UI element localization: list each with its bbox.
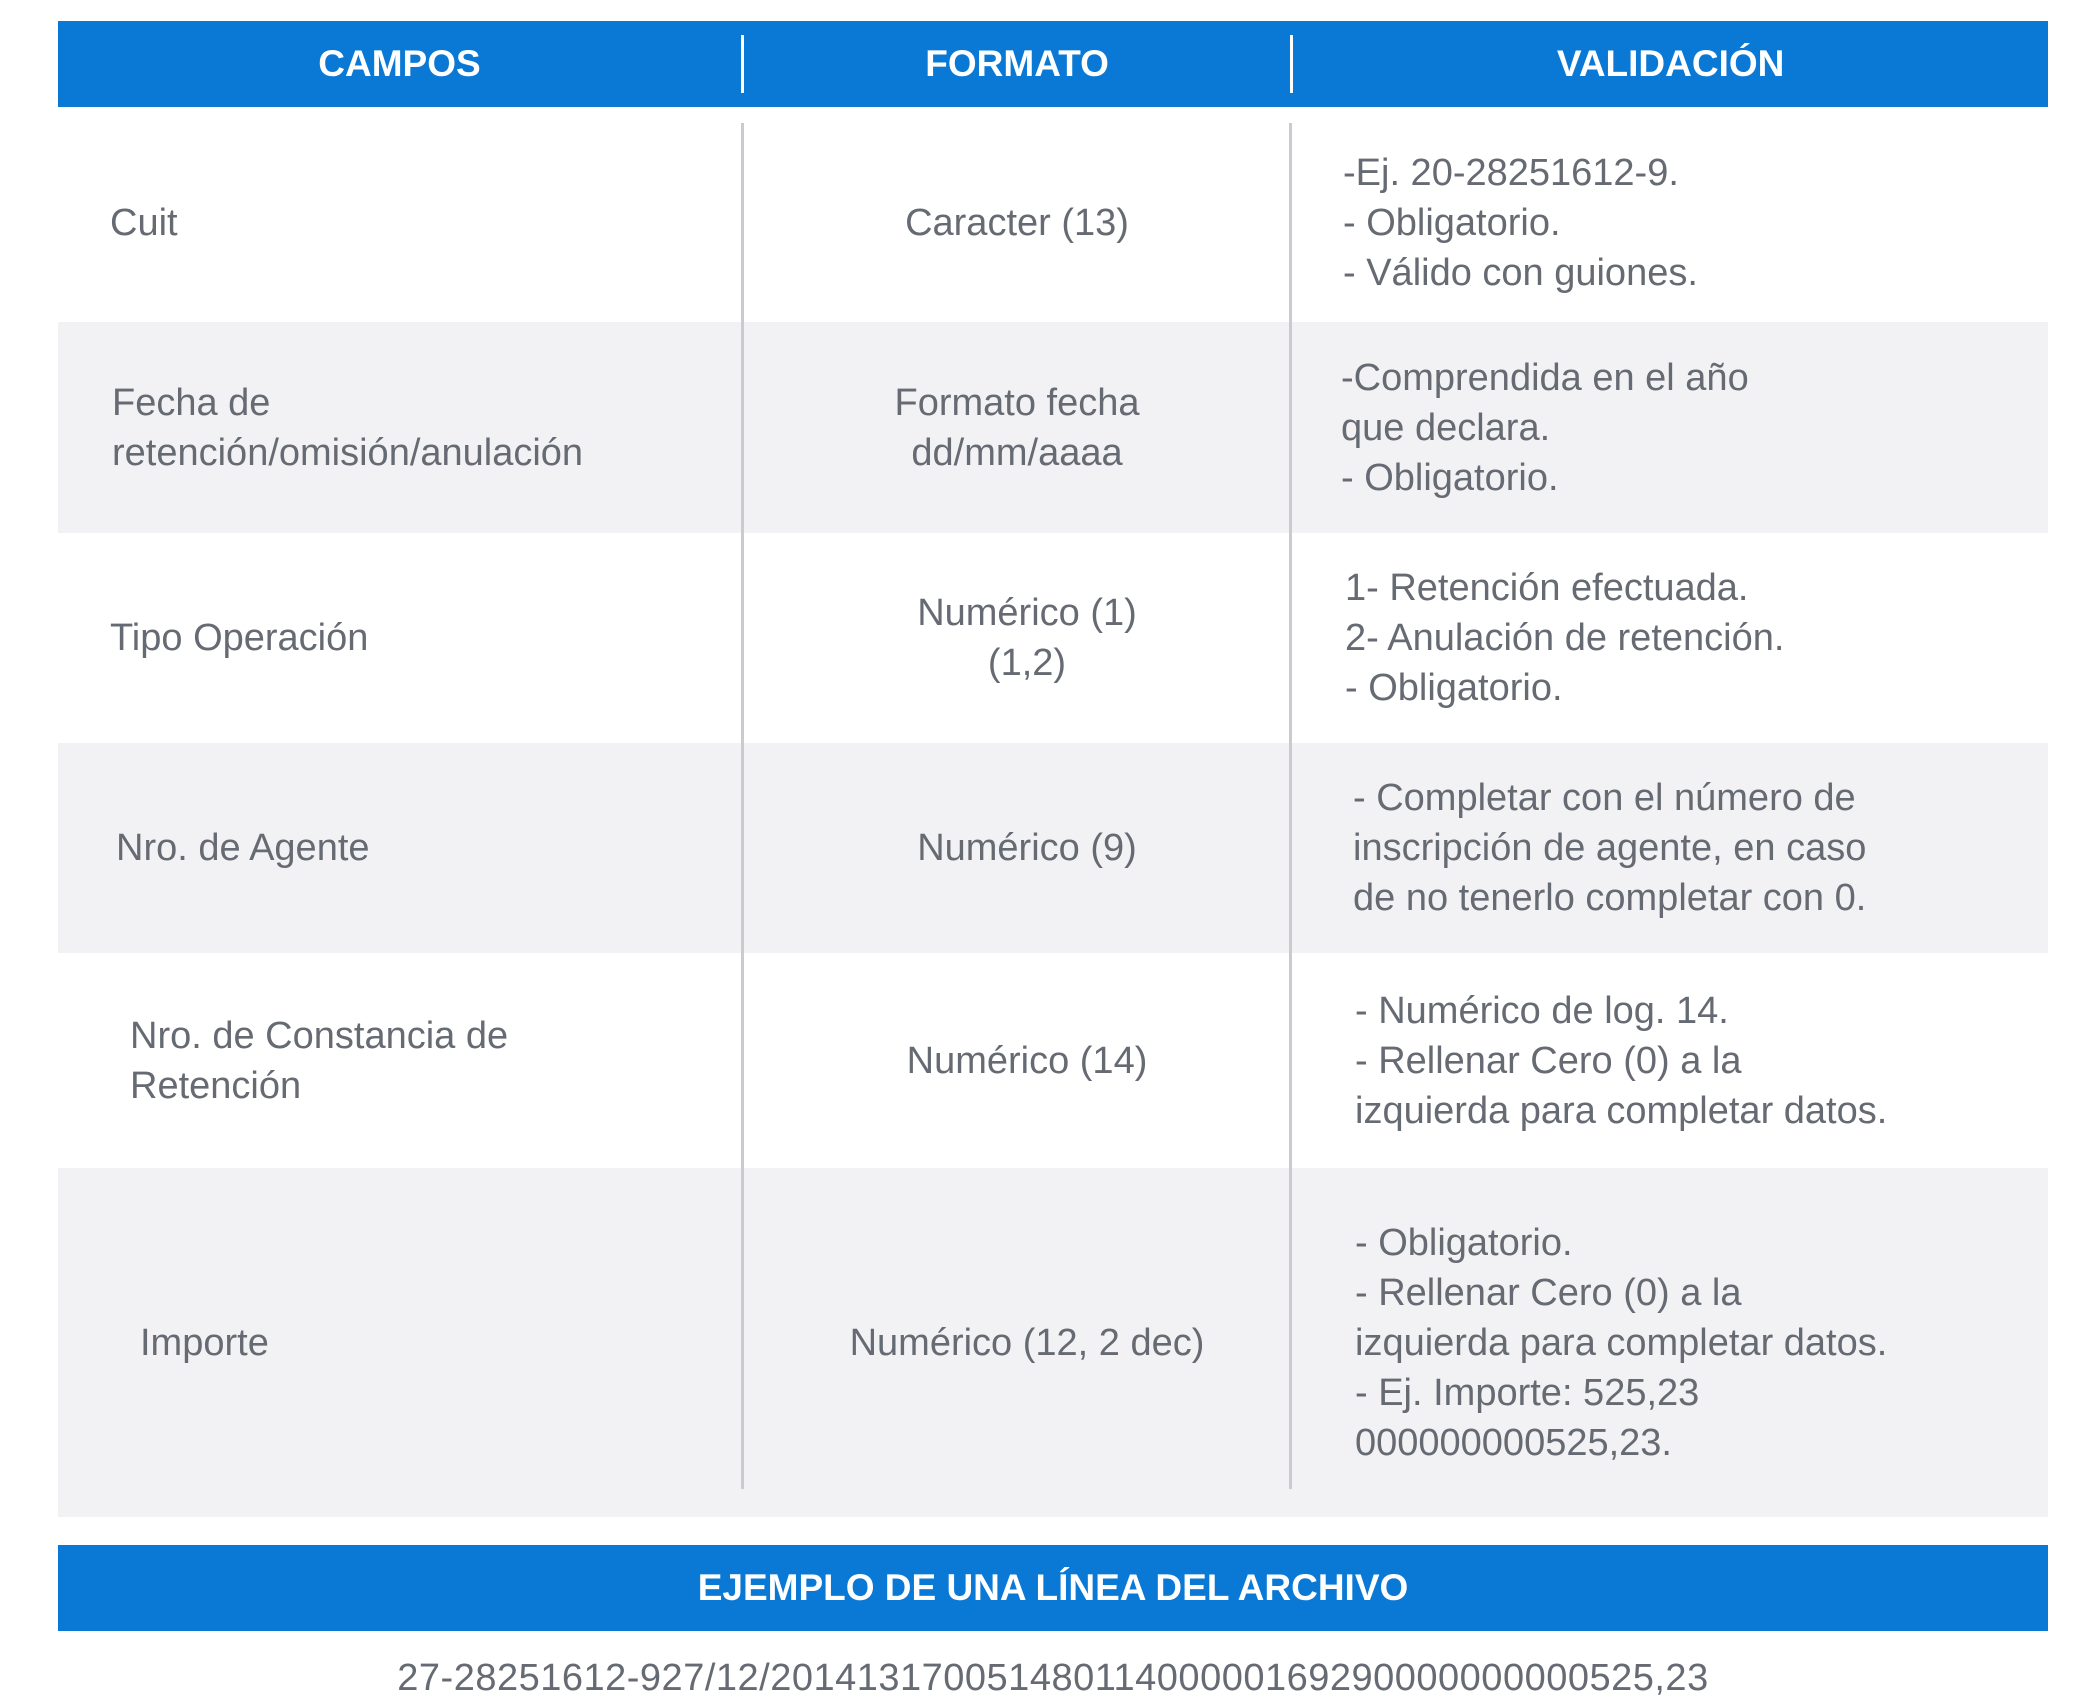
table-row — [58, 743, 2048, 953]
campo-cell: Importe — [140, 1321, 269, 1364]
validacion-cell: - Numérico de log. 14. - Rellenar Cero (0) a la izquierda para completar datos. — [1355, 989, 1888, 1132]
column-divider — [1289, 123, 1292, 1489]
table-row — [58, 322, 2048, 533]
table-row — [58, 123, 2048, 322]
table-row — [58, 1168, 2048, 1517]
campo-cell: Nro. de Agente — [116, 827, 370, 869]
validacion-cell: -Ej. 20-28251612-9. - Obligatorio. - Válido con guiones. — [1343, 151, 1698, 294]
header-validacion: VALIDACIÓN — [1556, 43, 1785, 84]
table-body — [58, 123, 2048, 1517]
table-header — [58, 21, 2048, 107]
campo-cell: Nro. de Constancia de Retención — [130, 1014, 509, 1107]
campo-cell: Fecha de retención/omisión/anulación — [112, 381, 584, 474]
example-header: EJEMPLO DE UNA LÍNEA DEL ARCHIVO — [58, 1545, 2048, 1631]
column-divider — [741, 123, 744, 1489]
formato-cell: Numérico (1) (1,2) — [917, 592, 1137, 684]
formato-cell: Caracter (13) — [905, 201, 1129, 244]
formato-cell: Formato fecha dd/mm/aaaa — [894, 381, 1140, 474]
validacion-cell: -Comprendida en el año que declara. - Obligatorio. — [1341, 356, 1749, 499]
table-row — [58, 953, 2048, 1168]
header-campos: CAMPOS — [318, 43, 481, 84]
campo-cell: Cuit — [110, 201, 178, 244]
example-line: 27-28251612-927/12/20141317005148011400000169290000000000525,23 — [397, 1657, 1709, 1699]
formato-cell: Numérico (14) — [906, 1039, 1148, 1082]
validacion-cell: - Completar con el número de inscripción de agente, en caso de no tenerlo completar con 0. — [1353, 777, 1867, 919]
campo-cell: Tipo Operación — [110, 617, 369, 659]
validacion-cell: - Obligatorio. - Rellenar Cero (0) a la izquierda para completar datos. - Ej. Importe: 525,23 000000000525,23. — [1355, 1221, 1888, 1464]
formato-cell: Numérico (9) — [917, 827, 1137, 869]
header-formato: FORMATO — [925, 43, 1109, 84]
table-row — [58, 533, 2048, 743]
formato-cell: Numérico (12, 2 dec) — [849, 1321, 1205, 1364]
specification-table — [58, 21, 2048, 1700]
validacion-cell: 1- Retención efectuada. 2- Anulación de retención. - Obligatorio. — [1345, 567, 1785, 709]
